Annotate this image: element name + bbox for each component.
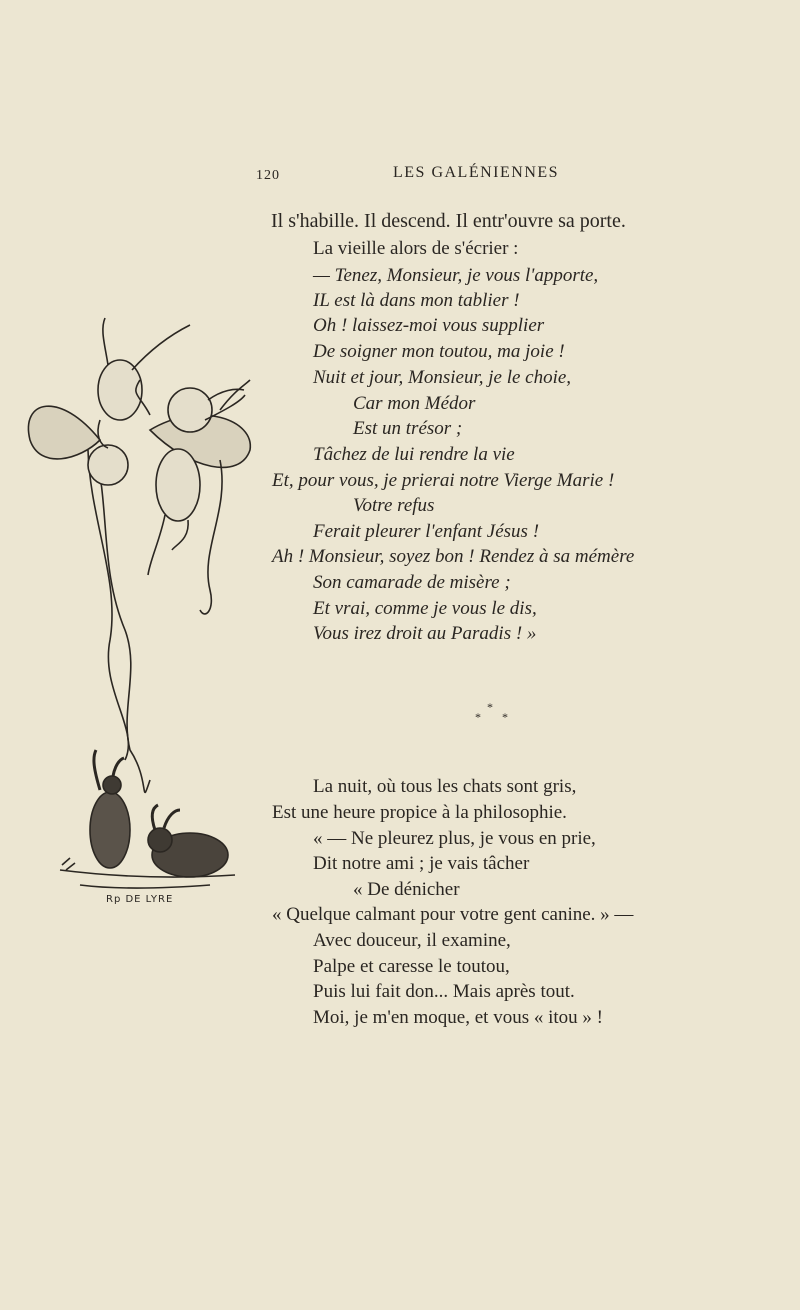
verse-line: Ferait pleurer l'enfant Jésus ! [313, 521, 540, 542]
verse-line: Et, pour vous, je prierai notre Vierge Marie ! [272, 470, 615, 491]
verse-line: Votre refus [353, 495, 435, 516]
verse-line: Est une heure propice à la philosophie. [272, 802, 567, 823]
verse-line: « De dénicher [353, 879, 460, 900]
verse-line: Vous irez droit au Paradis ! » [313, 623, 537, 644]
verse-line: De soigner mon toutou, ma joie ! [313, 341, 565, 362]
verse-line: Nuit et jour, Monsieur, je le choie, [313, 367, 572, 388]
illustrator-signature: Rp DE LYRE [106, 894, 174, 905]
verse-line: Est un trésor ; [353, 418, 463, 439]
verse-line: Dit notre ami ; je vais tâcher [313, 853, 530, 874]
verse-line: Oh ! laissez-moi vous supplier [313, 315, 545, 336]
verse-line: Car mon Médor [353, 393, 476, 414]
section-separator: * * * [475, 700, 508, 724]
verse-line: Il s'habille. Il descend. Il entr'ouvre sa porte. [271, 210, 626, 232]
verse-line: Moi, je m'en moque, et vous « itou » ! [313, 1007, 603, 1028]
verse-line: Avec douceur, il examine, [313, 930, 511, 951]
verse-line: La vieille alors de s'écrier : [313, 238, 519, 259]
verse-line: Tâchez de lui rendre la vie [313, 444, 515, 465]
verse-line: La nuit, où tous les chats sont gris, [313, 776, 577, 797]
verse-line: Et vrai, comme je vous le dis, [313, 598, 537, 619]
verse-line: Puis lui fait don... Mais après tout. [313, 981, 575, 1002]
verse-line: « Quelque calmant pour votre gent canine. » — [272, 904, 634, 925]
verse-line: — Tenez, Monsieur, je vous l'apporte, [313, 265, 599, 286]
cherub-rabbit-illustration [0, 310, 270, 910]
verse-line: « — Ne pleurez plus, je vous en prie, [313, 828, 596, 849]
verse-line: Son camarade de misère ; [313, 572, 511, 593]
running-title: LES GALÉNIENNES [393, 164, 560, 181]
verse-line: Palpe et caresse le toutou, [313, 956, 510, 977]
verse-line: Ah ! Monsieur, soyez bon ! Rendez à sa mémère [272, 546, 635, 567]
verse-line: IL est là dans mon tablier ! [313, 290, 520, 311]
page-number: 120 [256, 168, 280, 183]
